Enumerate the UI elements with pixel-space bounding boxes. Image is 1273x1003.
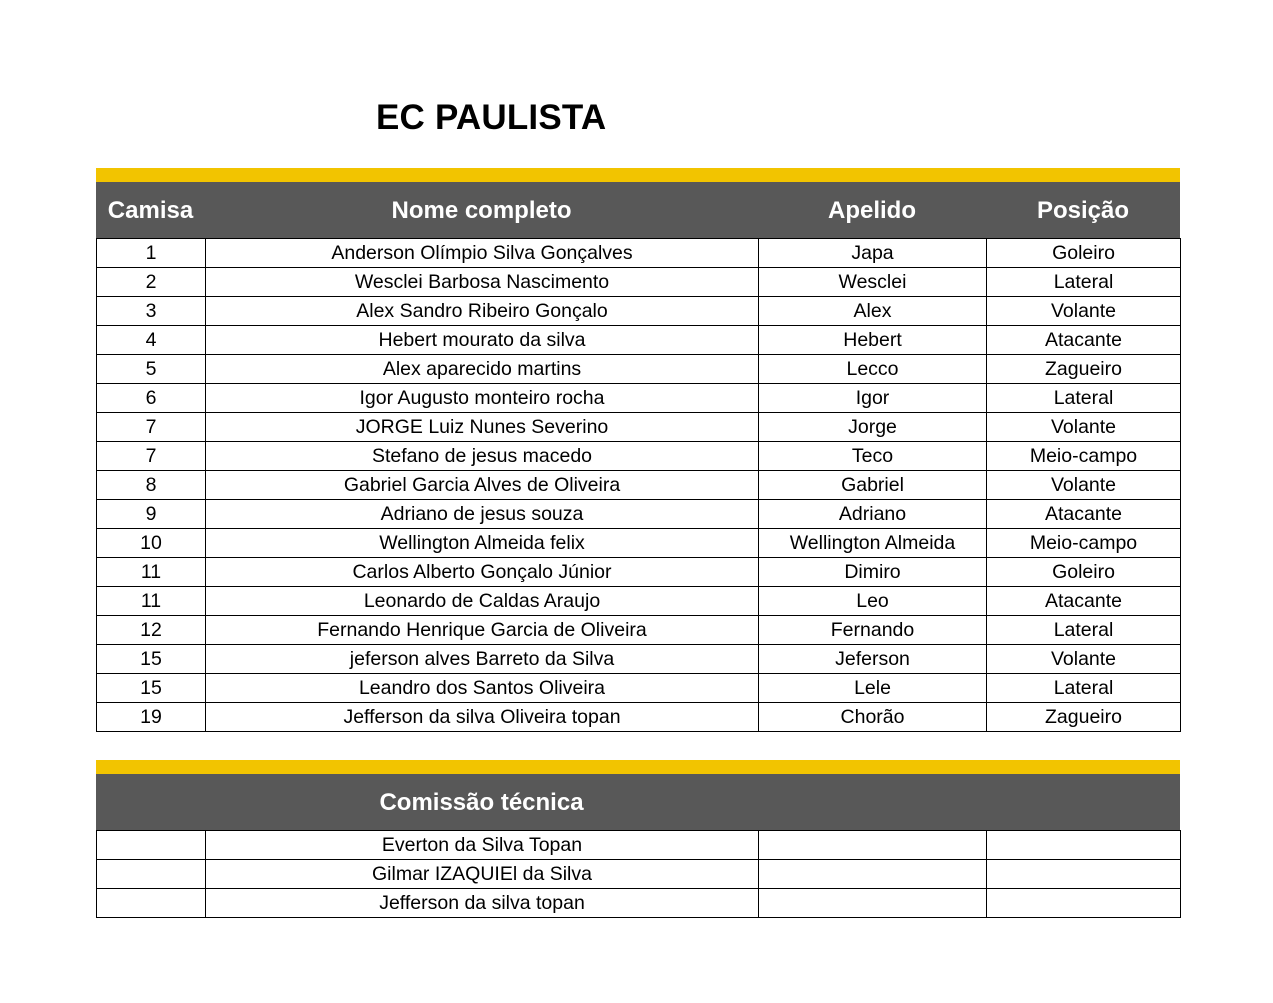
cell-nome-completo: Alex Sandro Ribeiro Gonçalo [206,297,759,326]
cell-staff-nome: Gilmar IZAQUIEl da Silva [206,860,759,889]
cell-apelido: Lele [759,674,987,703]
cell-apelido: Lecco [759,355,987,384]
cell-apelido: Chorão [759,703,987,732]
staff-row [97,860,1181,889]
player-row [97,558,1181,587]
players-table [96,238,1181,732]
header-posicao: Posição [1036,197,1130,224]
cell-apelido: Hebert [759,326,987,355]
cell-camisa: 6 [97,384,206,413]
cell-posicao: Volante [987,471,1181,500]
cell-camisa: 15 [97,674,206,703]
player-row [97,674,1181,703]
player-row [97,703,1181,732]
cell-apelido: Igor [759,384,987,413]
staff-accent-band [96,760,1180,774]
cell-nome-completo: Jefferson da silva Oliveira topan [206,703,759,732]
cell-empty [97,831,206,860]
cell-posicao: Meio-campo [987,442,1181,471]
header-nome-completo: Nome completo [391,197,572,224]
cell-apelido: Wesclei [759,268,987,297]
cell-camisa: 9 [97,500,206,529]
cell-posicao: Atacante [987,587,1181,616]
cell-empty [759,831,987,860]
cell-camisa: 12 [97,616,206,645]
cell-posicao: Goleiro [987,558,1181,587]
cell-apelido: Leo [759,587,987,616]
staff-row [97,889,1181,918]
player-row [97,645,1181,674]
player-row [97,297,1181,326]
player-row [97,384,1181,413]
cell-camisa: 3 [97,297,206,326]
cell-apelido: Adriano [759,500,987,529]
cell-camisa: 2 [97,268,206,297]
cell-empty [97,860,206,889]
cell-staff-nome: Everton da Silva Topan [206,831,759,860]
cell-apelido: Jeferson [759,645,987,674]
staff-table [96,830,1181,918]
player-row [97,471,1181,500]
header-camisa: Camisa [107,197,194,224]
cell-nome-completo: JORGE Luiz Nunes Severino [206,413,759,442]
header-comissao-tecnica: Comissão técnica [379,789,584,816]
player-row [97,442,1181,471]
cell-apelido: Wellington Almeida [759,529,987,558]
cell-camisa: 1 [97,239,206,268]
cell-nome-completo: Hebert mourato da silva [206,326,759,355]
cell-camisa: 5 [97,355,206,384]
cell-nome-completo: Gabriel Garcia Alves de Oliveira [206,471,759,500]
players-accent-band [96,168,1180,182]
cell-posicao: Volante [987,645,1181,674]
staff-row [97,831,1181,860]
cell-empty [987,889,1181,918]
cell-apelido: Jorge [759,413,987,442]
cell-empty [987,831,1181,860]
cell-empty [987,860,1181,889]
cell-camisa: 7 [97,413,206,442]
page-title: EC PAULISTA [376,98,607,137]
cell-posicao: Volante [987,297,1181,326]
player-row [97,529,1181,558]
player-row [97,326,1181,355]
player-row [97,268,1181,297]
cell-nome-completo: Adriano de jesus souza [206,500,759,529]
player-row [97,355,1181,384]
cell-apelido: Alex [759,297,987,326]
cell-empty [97,889,206,918]
cell-posicao: Lateral [987,674,1181,703]
cell-posicao: Zagueiro [987,703,1181,732]
cell-posicao: Lateral [987,268,1181,297]
cell-camisa: 15 [97,645,206,674]
cell-apelido: Fernando [759,616,987,645]
cell-apelido: Teco [759,442,987,471]
cell-posicao: Lateral [987,384,1181,413]
player-row [97,587,1181,616]
cell-staff-nome: Jefferson da silva topan [206,889,759,918]
cell-camisa: 19 [97,703,206,732]
player-row [97,239,1181,268]
cell-nome-completo: Fernando Henrique Garcia de Oliveira [206,616,759,645]
cell-empty [759,889,987,918]
players-header-row [96,182,1180,238]
cell-camisa: 10 [97,529,206,558]
cell-nome-completo: Wesclei Barbosa Nascimento [206,268,759,297]
cell-posicao: Volante [987,413,1181,442]
cell-apelido: Japa [759,239,987,268]
cell-nome-completo: Stefano de jesus macedo [206,442,759,471]
staff-header-row [96,774,1180,830]
cell-posicao: Zagueiro [987,355,1181,384]
cell-nome-completo: Leandro dos Santos Oliveira [206,674,759,703]
cell-nome-completo: Igor Augusto monteiro rocha [206,384,759,413]
header-apelido: Apelido [828,197,916,224]
cell-nome-completo: Leonardo de Caldas Araujo [206,587,759,616]
cell-camisa: 4 [97,326,206,355]
cell-camisa: 11 [97,587,206,616]
cell-apelido: Gabriel [759,471,987,500]
cell-posicao: Meio-campo [987,529,1181,558]
cell-nome-completo: Anderson Olímpio Silva Gonçalves [206,239,759,268]
player-row [97,413,1181,442]
cell-posicao: Lateral [987,616,1181,645]
cell-posicao: Goleiro [987,239,1181,268]
cell-posicao: Atacante [987,326,1181,355]
player-row [97,616,1181,645]
cell-nome-completo: Alex aparecido martins [206,355,759,384]
cell-camisa: 11 [97,558,206,587]
player-row [97,500,1181,529]
cell-nome-completo: Carlos Alberto Gonçalo Júnior [206,558,759,587]
cell-nome-completo: Wellington Almeida felix [206,529,759,558]
cell-camisa: 8 [97,471,206,500]
cell-camisa: 7 [97,442,206,471]
cell-nome-completo: jeferson alves Barreto da Silva [206,645,759,674]
cell-apelido: Dimiro [759,558,987,587]
cell-posicao: Atacante [987,500,1181,529]
cell-empty [759,860,987,889]
